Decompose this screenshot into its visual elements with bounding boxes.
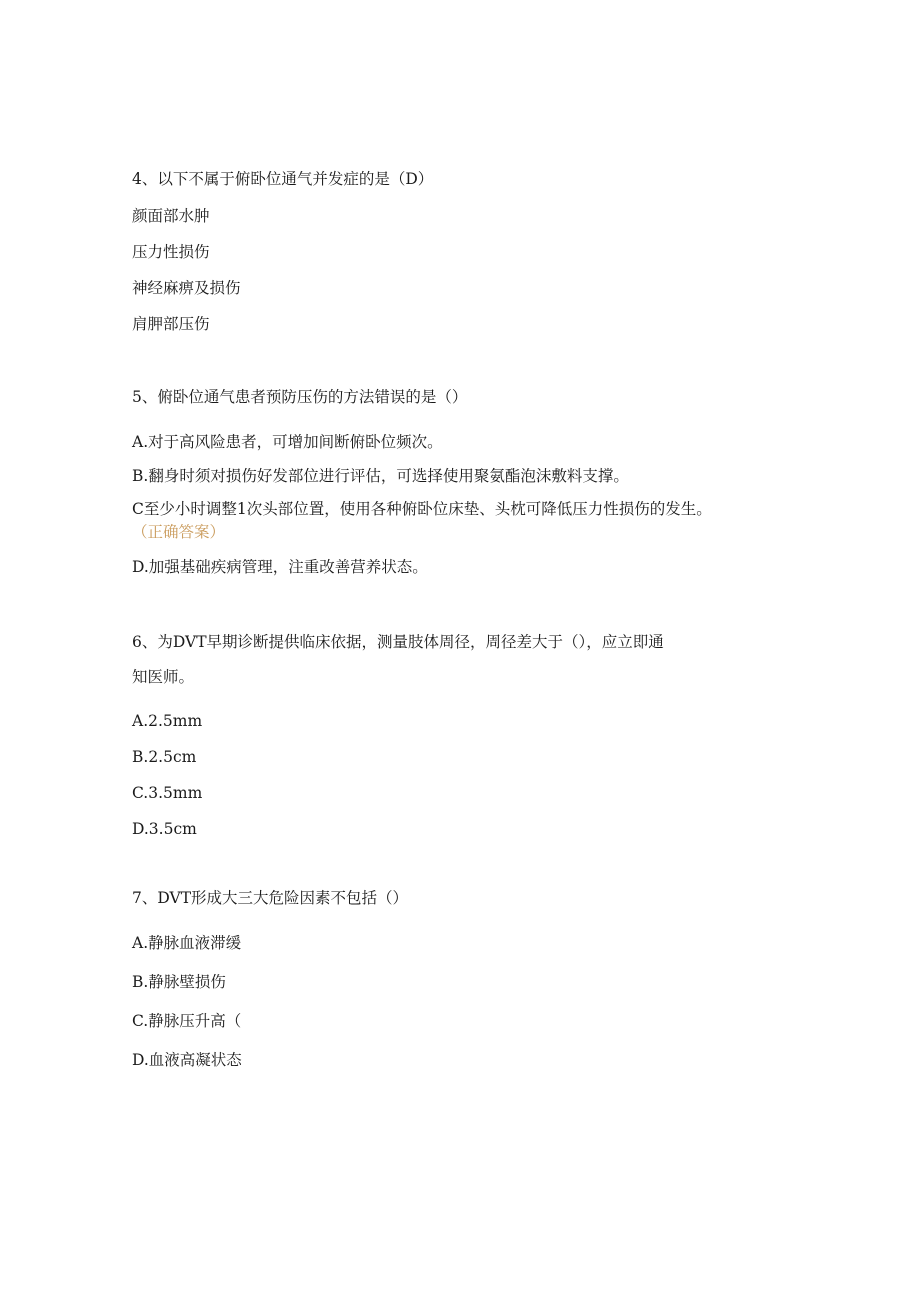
question-4-option-1: 颜面部水肿: [132, 207, 210, 225]
question-6-option-d: D.3.5cm: [132, 820, 197, 838]
question-4-stem: 4、以下不属于俯卧位通气并发症的是（D）: [132, 170, 434, 188]
question-6-option-b: B.2.5cm: [132, 748, 197, 766]
question-7-option-c: C.静脉压升高（: [132, 1012, 242, 1030]
question-4-option-3: 神经麻痹及损伤: [132, 279, 241, 297]
question-7-option-a: A.静脉血液滞缓: [132, 934, 242, 952]
question-5-option-c: C至少小时调整1次头部位置，使用各种俯卧位床垫、头枕可降低压力性损伤的发生。: [132, 500, 712, 518]
question-6-option-a: A.2.5mm: [132, 712, 203, 730]
question-6-stem-line-1: 6、为DVT早期诊断提供临床依据，测量肢体周径，周径差大于（），应立即通: [132, 633, 664, 651]
question-4-option-4: 肩胛部压伤: [132, 315, 210, 333]
question-6-stem-line-2: 知医师。: [132, 668, 195, 686]
question-4-option-2: 压力性损伤: [132, 243, 210, 261]
question-7-option-b: B.静脉壁损伤: [132, 973, 226, 991]
question-5-answer-note: （正确答案）: [132, 523, 226, 541]
question-5-stem: 5、俯卧位通气患者预防压伤的方法错误的是（）: [132, 388, 468, 406]
question-6-option-c: C.3.5mm: [132, 784, 203, 802]
question-5-option-a: A.对于高风险患者，可增加间断俯卧位频次。: [132, 433, 443, 451]
question-5-option-d: D.加强基础疾病管理，注重改善营养状态。: [132, 558, 428, 576]
question-7-stem: 7、DVT形成大三大危险因素不包括（）: [132, 889, 409, 907]
question-7-option-d: D.血液高凝状态: [132, 1051, 242, 1069]
question-5-option-b: B.翻身时须对损伤好发部位进行评估，可选择使用聚氨酯泡沫敷料支撑。: [132, 467, 629, 485]
